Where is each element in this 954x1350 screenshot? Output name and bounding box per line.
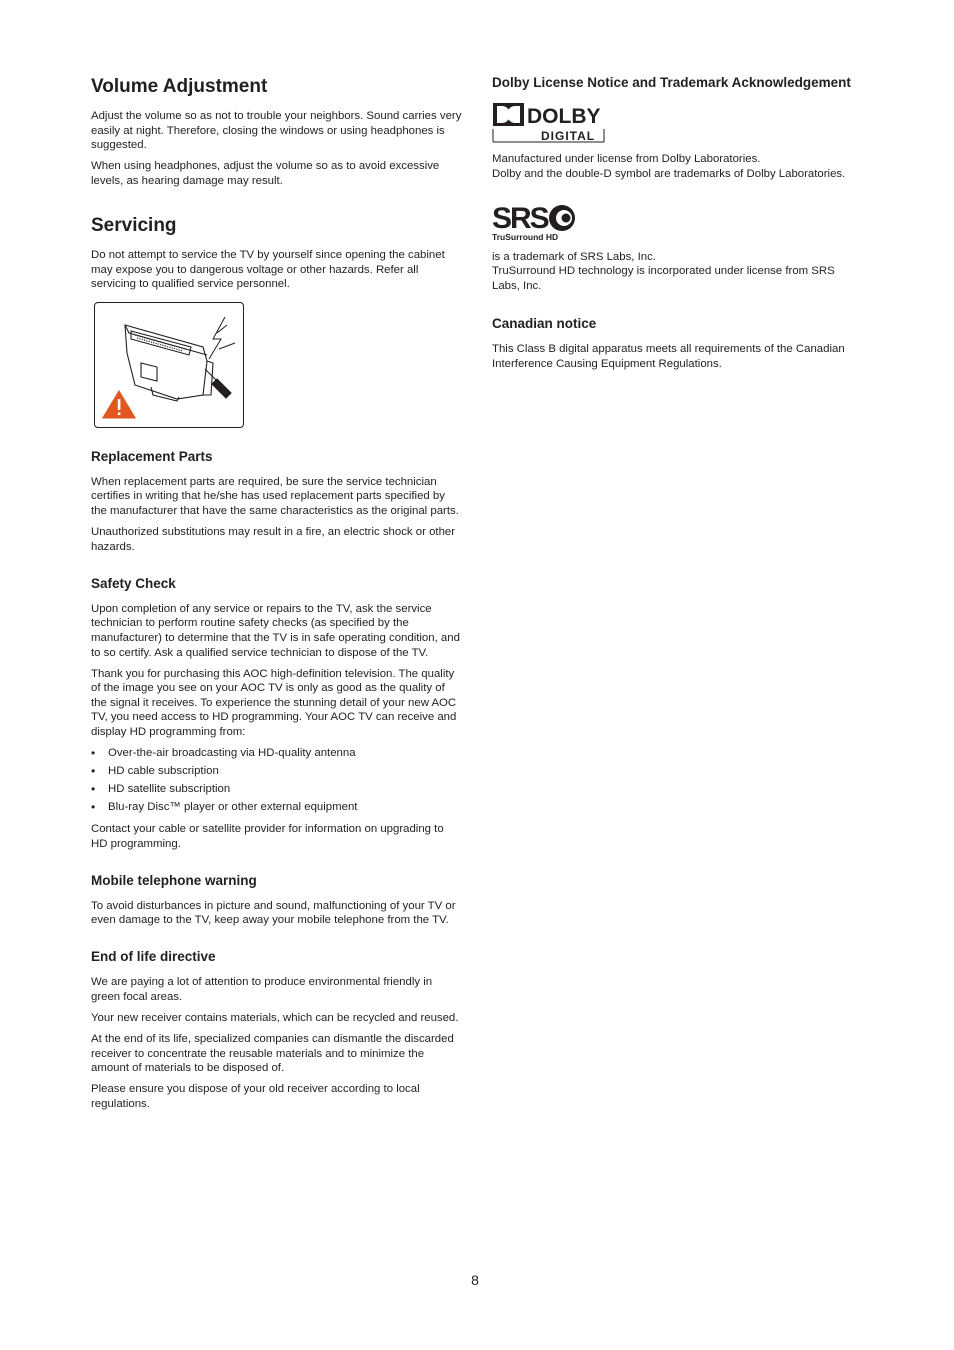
safety-paragraph-1: Upon completion of any service or repairs to the TV, ask the service technician to perform routine safety checks (as specified by the manufacturer) to determine that the TV is in safe operating condition, and to so certify. Ask a qualified service technician to dispose of the TV. (91, 602, 460, 659)
replacement-parts-heading: Replacement Parts (91, 448, 213, 464)
bullet-icon: • (91, 800, 96, 815)
servicing-paragraph: Do not attempt to service the TV by yourself since opening the cabinet may expose you to dangerous voltage or other hazards. Refer all servicing to qualified service personnel. (91, 248, 445, 291)
dolby-heading: Dolby License Notice and Trademark Acknowledgement (492, 75, 851, 90)
dolby-digital-logo (492, 102, 610, 144)
canadian-paragraph: This Class B digital apparatus meets all requirements of the Canadian Interference Causing Equipment Regulations. (492, 342, 845, 370)
volume-paragraph-1: Adjust the volume so as not to trouble your neighbors. Sound carries very easily at night. Therefore, closing the windows or using headphones is suggested. (91, 110, 462, 152)
warning-triangle-icon (101, 389, 137, 419)
srs-circle-icon (549, 205, 575, 231)
srs-paragraph: is a trademark of SRS Labs, Inc. TruSurround HD technology is incorporated under license from SRS Labs, Inc. (492, 250, 835, 292)
servicing-heading: Servicing (91, 214, 177, 236)
svg-text:SRS: SRS (492, 201, 548, 235)
list-item: • Blu-ray Disc™ player or other external equipment (91, 800, 358, 815)
eol-paragraph-3: At the end of its life, specialized companies can dismantle the discarded receiver to concentrate the reusable materials and to minimize the amount of materials to be disposed of. (91, 1033, 454, 1075)
list-item: • HD satellite subscription (91, 782, 231, 797)
eol-paragraph-1: We are paying a lot of attention to produce environmental friendly in green focal areas. (91, 976, 433, 1003)
safety-paragraph-3: Contact your cable or satellite provider for information on upgrading to HD programming. (91, 822, 444, 850)
svg-text:DOLBY: DOLBY (527, 105, 601, 128)
list-item: • Over-the-air broadcasting via HD-quality antenna (91, 746, 356, 761)
bullet-icon: • (91, 764, 96, 779)
svg-text:DIGITAL: DIGITAL (541, 129, 596, 143)
lightning-icon (209, 317, 235, 359)
eol-paragraph-2: Your new receiver contains materials, which can be recycled and reused. (91, 1012, 459, 1024)
page-number: 8 (471, 1272, 479, 1288)
svg-text:TruSurround HD: TruSurround HD (492, 231, 559, 242)
replacement-paragraph-2: Unauthorized substitutions may result in a fire, an electric shock or other hazards. (91, 526, 456, 553)
bullet-icon: • (91, 782, 96, 797)
list-item: • HD cable subscription (91, 764, 219, 779)
servicing-illustration (94, 302, 244, 428)
mobile-paragraph: To avoid disturbances in picture and sound, malfunctioning of your TV or even damage to the TV, keep away your mobile telephone from the TV. (91, 899, 456, 927)
end-of-life-heading: End of life directive (91, 949, 216, 965)
mobile-warning-heading: Mobile telephone warning (91, 872, 257, 888)
volume-heading: Volume Adjustment (91, 76, 268, 97)
eol-paragraph-4: Please ensure you dispose of your old receiver according to local regulations. (91, 1083, 420, 1110)
bullet-icon: • (91, 746, 96, 761)
tv-back-icon (125, 325, 213, 401)
safety-paragraph-2: Thank you for purchasing this AOC high-definition television. The quality of the image you see on your AOC TV is only as good as the quality of the signal it receives. To experience the stunning detail of your new AOC TV, you need access to HD programming. Your AOC TV can receive and display HD programming from: (91, 667, 457, 738)
volume-paragraph-2: When using headphones, adjust the volume so as to avoid excessive levels, as hearing damage may result. (91, 160, 440, 187)
screwdriver-icon (205, 369, 231, 398)
dolby-paragraph: Manufactured under license from Dolby Laboratories. Dolby and the double-D symbol are trademarks of Dolby Laboratories. (492, 153, 846, 180)
canadian-notice-heading: Canadian notice (492, 315, 597, 331)
srs-trusurround-logo (492, 202, 582, 242)
hd-source-list (91, 746, 463, 815)
safety-check-heading: Safety Check (91, 575, 176, 591)
right-column (492, 74, 864, 378)
double-d-icon (493, 103, 524, 126)
replacement-paragraph-1: When replacement parts are required, be sure the service technician certifies in writing that he/she has used replacement parts specified by the manufacturer that have the same characteristics as the original parts. (91, 475, 459, 517)
left-column (91, 74, 463, 1118)
